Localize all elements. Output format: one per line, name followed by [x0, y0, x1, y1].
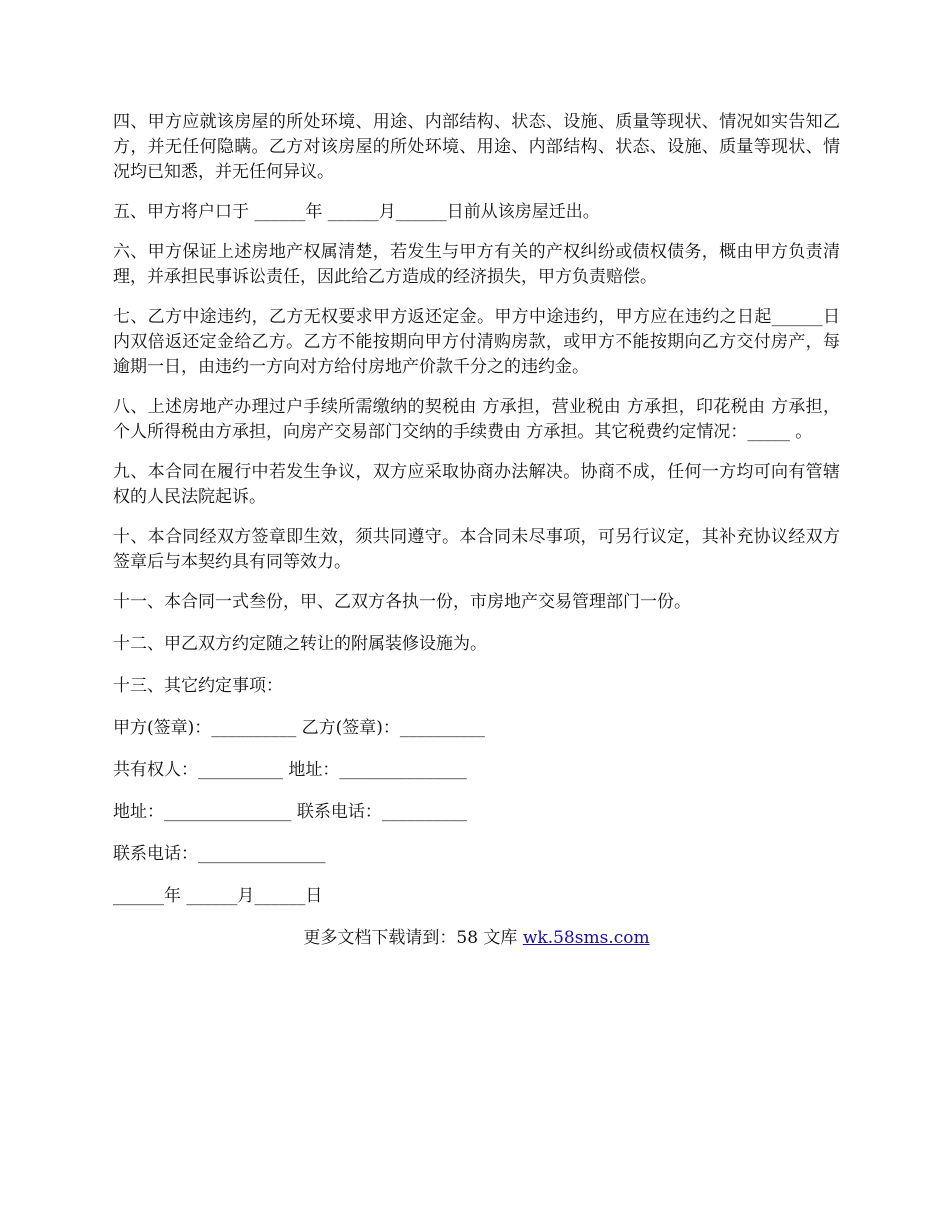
clause-4: 四、甲方应就该房屋的所处环境、用途、内部结构、状态、设施、质量等现状、情况如实告知乙方，并无任何隐瞒。乙方对该房屋的所处环境、用途、内部结构、状态、设施、质量等现状、情况均已知悉，并无任何异议。 [113, 112, 840, 182]
clause-10: 十、本合同经双方签章即生效，须共同遵守。本合同未尽事项，可另行议定，其补充协议经双方签章后与本契约具有同等效力。 [113, 527, 840, 572]
signature-date: ______年 ______月______日 [113, 886, 323, 906]
signature-line-co-owner: 共有权人：__________ 地址：_______________ [113, 760, 467, 780]
clause-13: 十三、其它约定事项： [113, 676, 283, 696]
document-page [113, 110, 840, 951]
clause-12: 十二、甲乙双方约定随之转让的附属装修设施为。 [113, 634, 487, 654]
footer-text: 更多文档下载请到：58 文库 [303, 928, 523, 948]
clause-7: 七、乙方中途违约，乙方无权要求甲方返还定金。甲方中途违约，甲方应在违约之日起______日内双倍返还定金给乙方。乙方不能按期向甲方付清购房款，或甲方不能按期向乙方交付房产，每逾期一日，由违约一方向对方给付房地产价款千分之的违约金。 [113, 307, 840, 377]
clause-9: 九、本合同在履行中若发生争议，双方应采取协商办法解决。协商不成，任何一方均可向有管辖权的人民法院起诉。 [113, 462, 840, 507]
footer [113, 926, 840, 951]
clause-8: 八、上述房地产办理过户手续所需缴纳的契税由 方承担，营业税由 方承担，印花税由 方承担，个人所得税由方承担，向房产交易部门交纳的手续费由 方承担。其它税费约定情况：_____ 。 [113, 397, 840, 442]
signature-line-phone: 联系电话：_______________ [113, 844, 326, 864]
footer-link[interactable]: wk.58sms.com [522, 928, 650, 948]
clause-6: 六、甲方保证上述房地产权属清楚，若发生与甲方有关的产权纠纷或债权债务，概由甲方负责清理，并承担民事诉讼责任，因此给乙方造成的经济损失，甲方负责赔偿。 [113, 242, 840, 287]
clause-11: 十一、本合同一式叁份，甲、乙双方各执一份，市房地产交易管理部门一份。 [113, 592, 691, 612]
signature-line-parties: 甲方(签章)：__________ 乙方(签章)：__________ [113, 718, 485, 738]
clause-5: 五、甲方将户口于 ______年 ______月______日前从该房屋迁出。 [113, 202, 600, 222]
signature-line-address: 地址：_______________ 联系电话：__________ [113, 802, 467, 822]
